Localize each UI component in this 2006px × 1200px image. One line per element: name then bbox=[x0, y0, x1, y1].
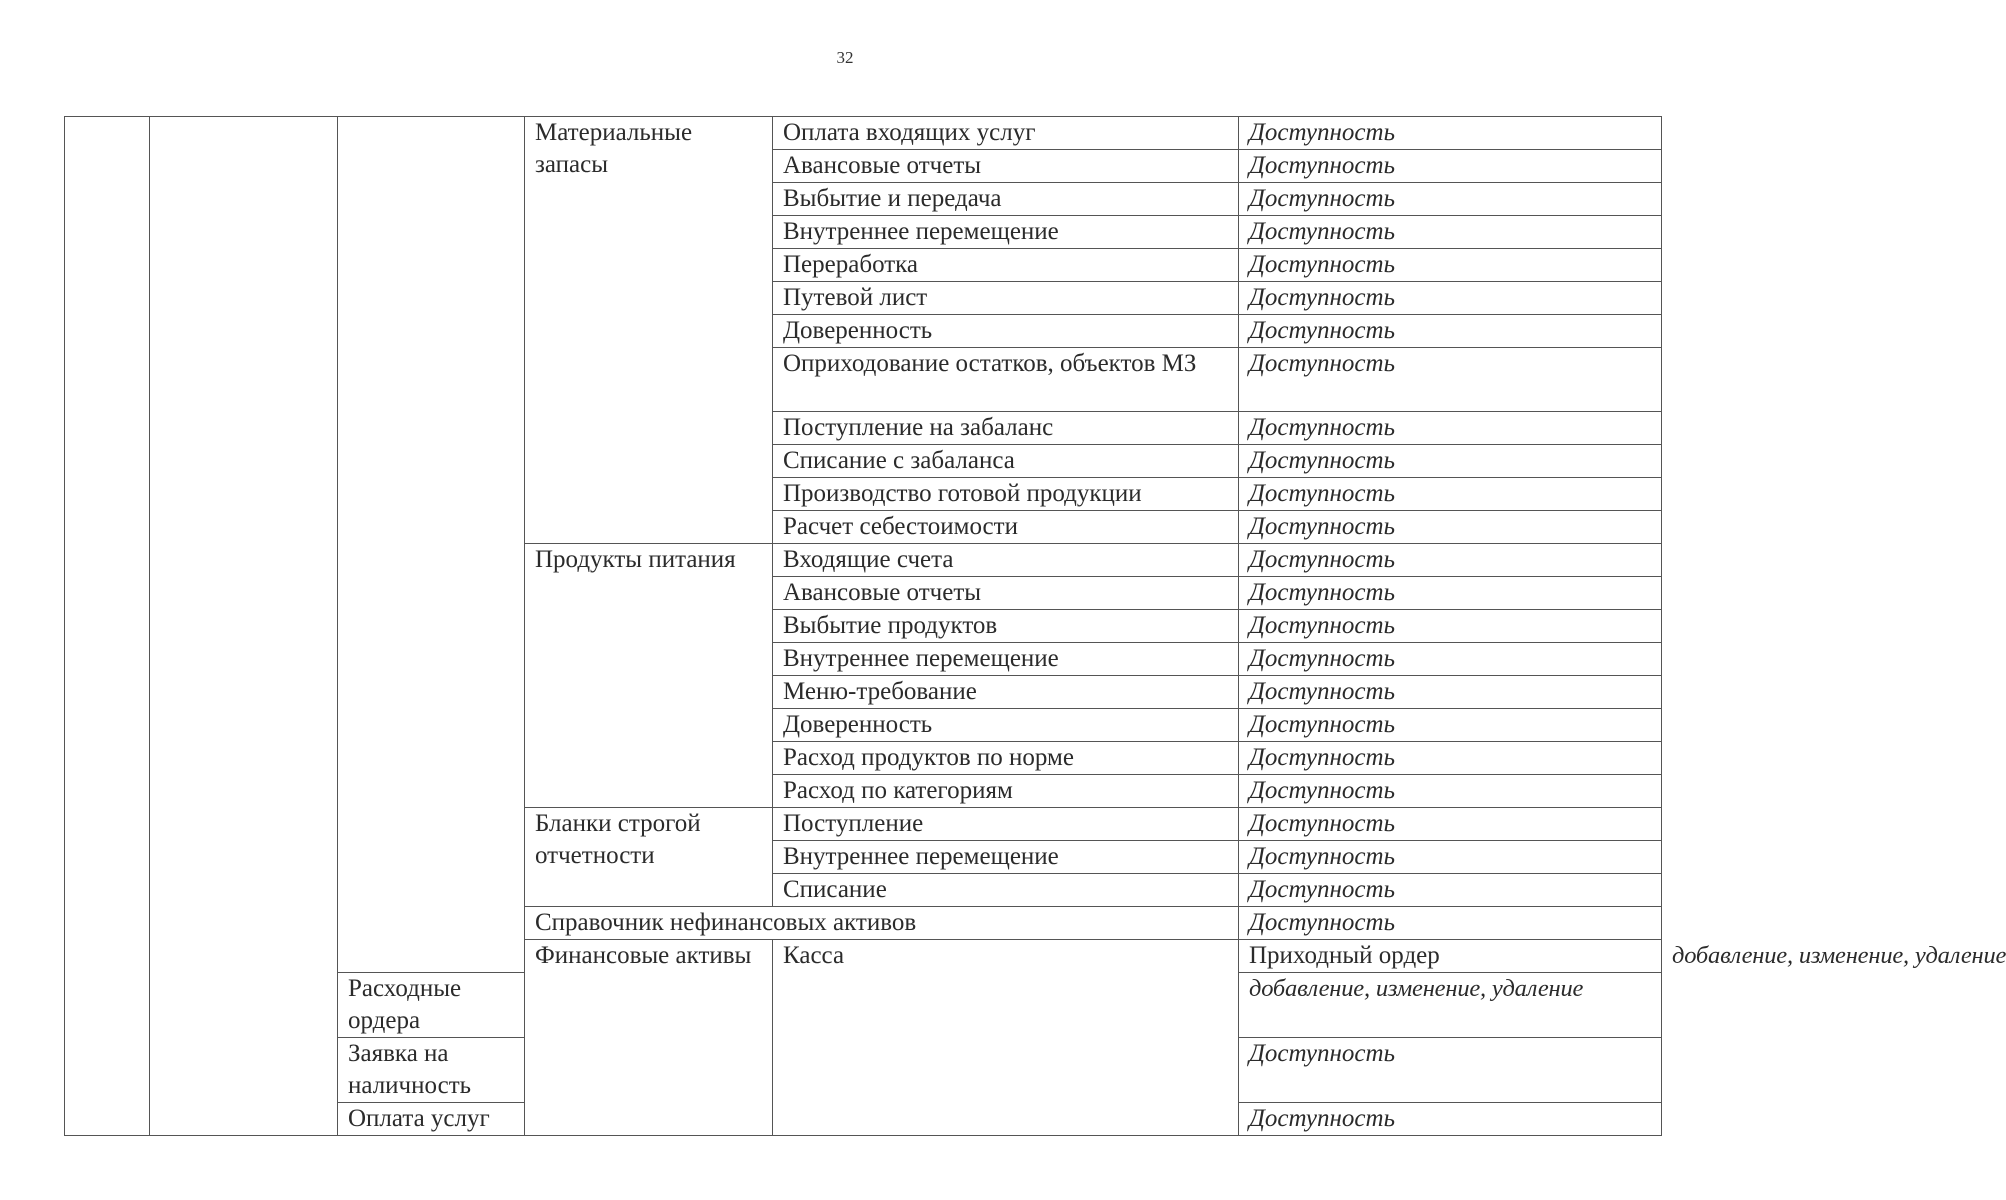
permission-cell: Доступность bbox=[1239, 183, 1662, 216]
document-cell: Доверенность bbox=[773, 709, 1239, 742]
document-cell: Авансовые отчеты bbox=[773, 577, 1239, 610]
document-cell: Авансовые отчеты bbox=[773, 150, 1239, 183]
group-material-reserves: Материальные запасы bbox=[525, 117, 773, 544]
col2-blank bbox=[150, 117, 338, 1136]
permission-cell: Доступность bbox=[1239, 676, 1662, 709]
document-cell: Расчет себестоимости bbox=[773, 511, 1239, 544]
permission-cell: Доступность bbox=[1239, 282, 1662, 315]
permission-cell: Доступность bbox=[1239, 445, 1662, 478]
permission-cell: Доступность bbox=[1239, 249, 1662, 282]
page-number: 32 bbox=[836, 48, 854, 67]
document-cell: Внутреннее перемещение bbox=[773, 216, 1239, 249]
permission-cell: Доступность bbox=[1239, 544, 1662, 577]
group-food-products: Продукты питания bbox=[525, 544, 773, 808]
table-body bbox=[65, 117, 2006, 1136]
permission-cell: Доступность bbox=[1239, 643, 1662, 676]
permission-cell: Доступность bbox=[1239, 216, 1662, 249]
col3-blank bbox=[338, 117, 525, 973]
document-cell: Переработка bbox=[773, 249, 1239, 282]
document-cell: Расход продуктов по норме bbox=[773, 742, 1239, 775]
document-cell: Списание с забаланса bbox=[773, 445, 1239, 478]
permission-cell: Доступность bbox=[1239, 478, 1662, 511]
permission-cell: Доступность bbox=[1239, 511, 1662, 544]
table-row: Финансовые активы Касса Приходный ордер добавление, изменение, удаление bbox=[65, 940, 1662, 973]
document-cell: Оприходование остатков, объектов МЗ bbox=[773, 348, 1239, 412]
col1-blank bbox=[65, 117, 150, 1136]
permission-cell: Доступность bbox=[1239, 874, 1662, 907]
document-cell: Внутреннее перемещение bbox=[773, 841, 1239, 874]
permission-cell: Доступность bbox=[1239, 610, 1662, 643]
document-cell: Оплата услуг bbox=[338, 1103, 525, 1136]
document-cell: Выбытие продуктов bbox=[773, 610, 1239, 643]
permission-cell: Доступность bbox=[1239, 1103, 1662, 1136]
permission-cell: Доступность bbox=[1239, 117, 1662, 150]
table-row bbox=[65, 117, 1662, 150]
document-cell: Выбытие и передача bbox=[773, 183, 1239, 216]
permission-cell: Доступность bbox=[1239, 907, 1662, 940]
document-cell: Поступление на забаланс bbox=[773, 412, 1239, 445]
permission-cell: Доступность bbox=[1239, 841, 1662, 874]
permission-cell: Доступность bbox=[1239, 150, 1662, 183]
group-cash: Касса bbox=[773, 940, 1239, 1136]
access-rights-table bbox=[64, 116, 2006, 1136]
permission-cell: Доступность bbox=[1239, 808, 1662, 841]
document-cell: Заявка на наличность bbox=[338, 1038, 525, 1103]
document-cell: Списание bbox=[773, 874, 1239, 907]
document-cell: Доверенность bbox=[773, 315, 1239, 348]
permission-cell: Доступность bbox=[1239, 315, 1662, 348]
document-cell: Расходные ордера bbox=[338, 973, 525, 1038]
permission-cell: Доступность bbox=[1239, 775, 1662, 808]
document-cell: Производство готовой продукции bbox=[773, 478, 1239, 511]
document-cell: Поступление bbox=[773, 808, 1239, 841]
document-cell: Приходный ордер bbox=[1239, 940, 1662, 973]
nonfinancial-assets-directory: Справочник нефинансовых активов bbox=[525, 907, 1239, 940]
permission-cell: Доступность bbox=[1239, 1038, 1662, 1103]
permission-cell: Доступность bbox=[1239, 742, 1662, 775]
group-financial-assets: Финансовые активы bbox=[525, 940, 773, 1136]
permission-cell: Доступность bbox=[1239, 348, 1662, 412]
document-cell: Путевой лист bbox=[773, 282, 1239, 315]
group-strict-forms: Бланки строгой отчетности bbox=[525, 808, 773, 907]
document-cell: Внутреннее перемещение bbox=[773, 643, 1239, 676]
permission-cell: Доступность bbox=[1239, 412, 1662, 445]
document-cell: Оплата входящих услуг bbox=[773, 117, 1239, 150]
permission-cell: Доступность bbox=[1239, 709, 1662, 742]
permission-cell: добавление, изменение, удаление bbox=[1239, 973, 1662, 1038]
document-cell: Расход по категориям bbox=[773, 775, 1239, 808]
document-cell: Меню-требование bbox=[773, 676, 1239, 709]
permission-cell: Доступность bbox=[1239, 577, 1662, 610]
document-cell: Входящие счета bbox=[773, 544, 1239, 577]
